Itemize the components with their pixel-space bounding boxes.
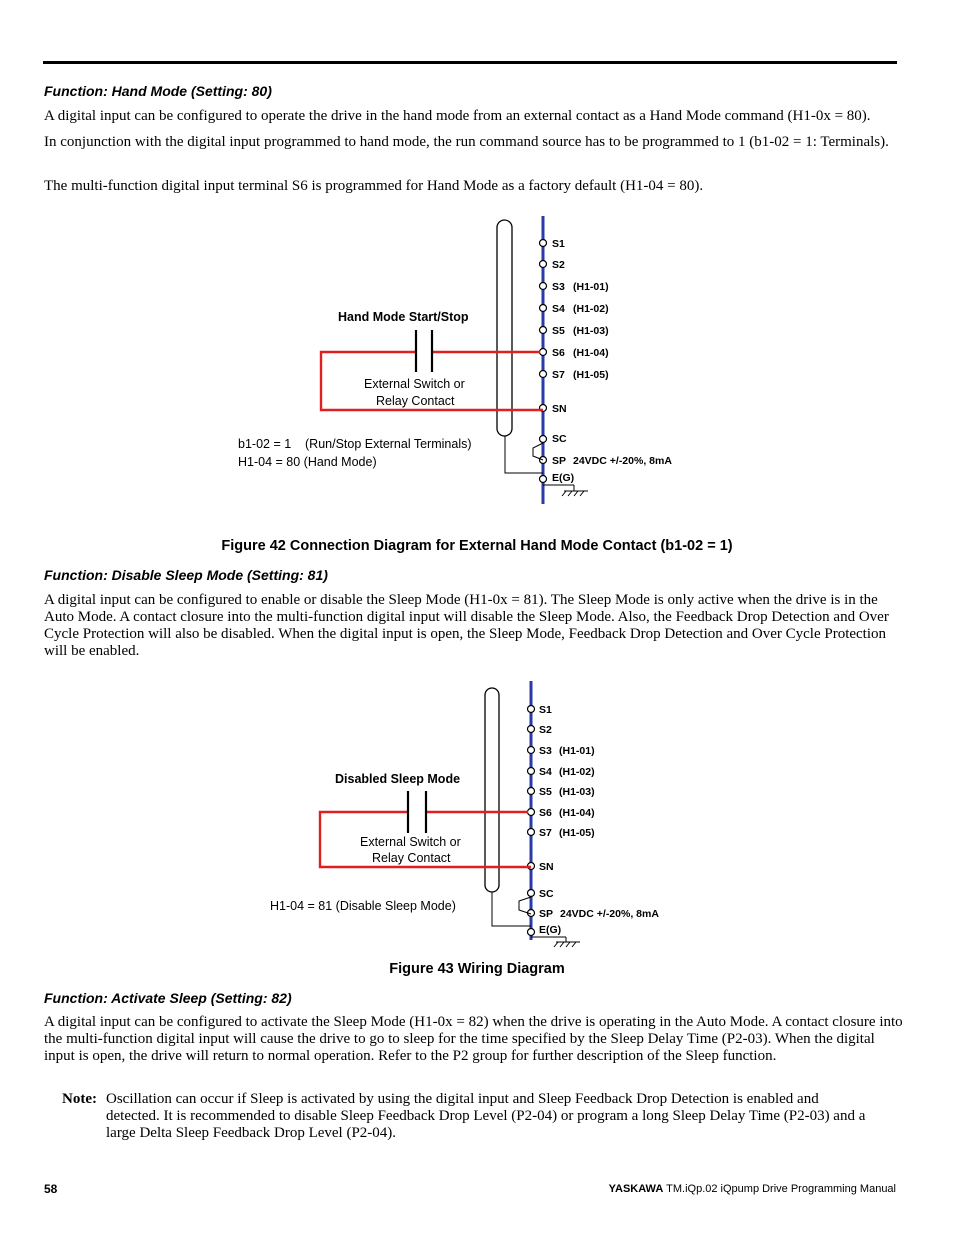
setting-label: b1-02 = 1 xyxy=(238,437,292,451)
supply-label: 24VDC +/-20%, 8mA xyxy=(573,455,672,467)
figure-42-caption: Figure 42 Connection Diagram for External Hand Mode Contact (b1-02 = 1) xyxy=(221,538,733,554)
supply-label: 24VDC +/-20%, 8mA xyxy=(560,908,659,920)
setting-label: H1-04 = 81 (Disable Sleep Mode) xyxy=(270,899,456,913)
terminal-label: SP xyxy=(539,908,554,920)
drive-input-capsule xyxy=(485,688,499,892)
terminal-label: S7 xyxy=(552,369,565,381)
param-label: (H1-05) xyxy=(559,827,595,839)
footer-manual-title xyxy=(609,1183,896,1195)
section-heading-activate-sleep: Function: Activate Sleep (Setting: 82) xyxy=(44,990,292,1006)
param-label: (H1-04) xyxy=(573,347,609,359)
paragraph: A digital input can be configured to enable or disable the Sleep Mode (H1-0x = 81). The Sleep Mode is only active when the drive is in the Auto Mode. A contact closure into the multi-function digital input will disable the Sleep Mode. Also, the Feedback Drop Detection and Over Cycle Protection will also be disabled. When the digital input is open, the Sleep Mode, Feedback Drop Detection and Over Cycle Protection will be enabled. xyxy=(44,592,889,659)
setting-label: (Run/Stop External Terminals) xyxy=(305,437,472,451)
setting-label: H1-04 = 80 (Hand Mode) xyxy=(238,455,377,469)
diagram-title: Hand Mode Start/Stop xyxy=(338,310,469,324)
terminal-label: S4 xyxy=(539,766,552,778)
terminal-label: SP xyxy=(552,455,567,467)
switch-label: Relay Contact xyxy=(372,851,451,865)
param-label: (H1-05) xyxy=(573,369,609,381)
param-label: (H1-02) xyxy=(559,766,595,778)
terminal-label: S6 xyxy=(539,807,552,819)
terminal-label: S7 xyxy=(539,827,552,839)
switch-label: External Switch or xyxy=(364,377,465,391)
switch-label: External Switch or xyxy=(360,835,461,849)
terminal-label: S3 xyxy=(539,745,552,757)
param-label: (H1-02) xyxy=(573,303,609,315)
section-heading-disable-sleep: Function: Disable Sleep Mode (Setting: 81) xyxy=(44,567,328,583)
paragraph: A digital input can be configured to activate the Sleep Mode (H1-0x = 82) when the drive is operating in the Auto Mode. A contact closure into the multi-function digital input will cause the drive to go to sleep for the time specified by the Sleep Delay Time (P2-03). When the digital input is open, the drive will return to normal operation. Refer to the P2 group for further description of the Sleep function. xyxy=(44,1014,903,1064)
paragraph: A digital input can be configured to operate the drive in the hand mode from an external contact as a Hand Mode command (H1-0x = 80). xyxy=(44,108,871,124)
terminal-label: S4 xyxy=(552,303,565,315)
terminal-label: S3 xyxy=(552,281,565,293)
relay-contact-icon xyxy=(408,791,426,833)
param-label: (H1-03) xyxy=(559,786,595,798)
param-label: (H1-03) xyxy=(573,325,609,337)
common-link xyxy=(492,892,531,926)
terminal-label: SN xyxy=(552,403,567,415)
terminal-label: E(G) xyxy=(539,924,562,936)
terminal-label: S6 xyxy=(552,347,565,359)
note-label: Note: xyxy=(62,1091,97,1107)
param-label: (H1-04) xyxy=(559,807,595,819)
terminal-label: SC xyxy=(552,433,567,445)
terminal-label: SC xyxy=(539,888,554,900)
note-text: Oscillation can occur if Sleep is activated by using the digital input and Sleep Feedback Drop Detection is enabled and detected. It is recommended to disable Sleep Feedback Drop Level (P2-04) or program a long Sleep Delay Time (P2-03) and a large Delta Sleep Feedback Drop Level (P2-04). xyxy=(106,1091,866,1141)
switch-label: Relay Contact xyxy=(376,394,455,408)
section-heading-hand-mode: Function: Hand Mode (Setting: 80) xyxy=(44,83,272,99)
terminal-label: E(G) xyxy=(552,472,575,484)
param-label: (H1-01) xyxy=(559,745,595,757)
terminal-label: S2 xyxy=(552,259,565,271)
ground-icon xyxy=(531,937,580,947)
param-label: (H1-01) xyxy=(573,281,609,293)
manual-name: TM.iQp.02 iQpump Drive Programming Manual xyxy=(666,1183,896,1195)
paragraph: The multi-function digital input terminal S6 is programmed for Hand Mode as a factory default (H1-04 = 80). xyxy=(44,178,704,194)
page-number: 58 xyxy=(44,1182,58,1196)
brand-name: YASKAWA xyxy=(608,1183,664,1195)
terminal-label: S5 xyxy=(552,325,565,337)
diagram-title: Disabled Sleep Mode xyxy=(335,772,461,786)
terminal-label: S1 xyxy=(539,704,552,716)
terminal-label: S2 xyxy=(539,724,552,736)
figure-43-caption: Figure 43 Wiring Diagram xyxy=(389,961,565,977)
terminal-label: S1 xyxy=(552,238,565,250)
terminal-label: SN xyxy=(539,861,554,873)
paragraph: In conjunction with the digital input programmed to hand mode, the run command source has to be programmed to 1 (b1-02 = 1: Terminals). xyxy=(44,134,889,150)
terminal-label: S5 xyxy=(539,786,552,798)
